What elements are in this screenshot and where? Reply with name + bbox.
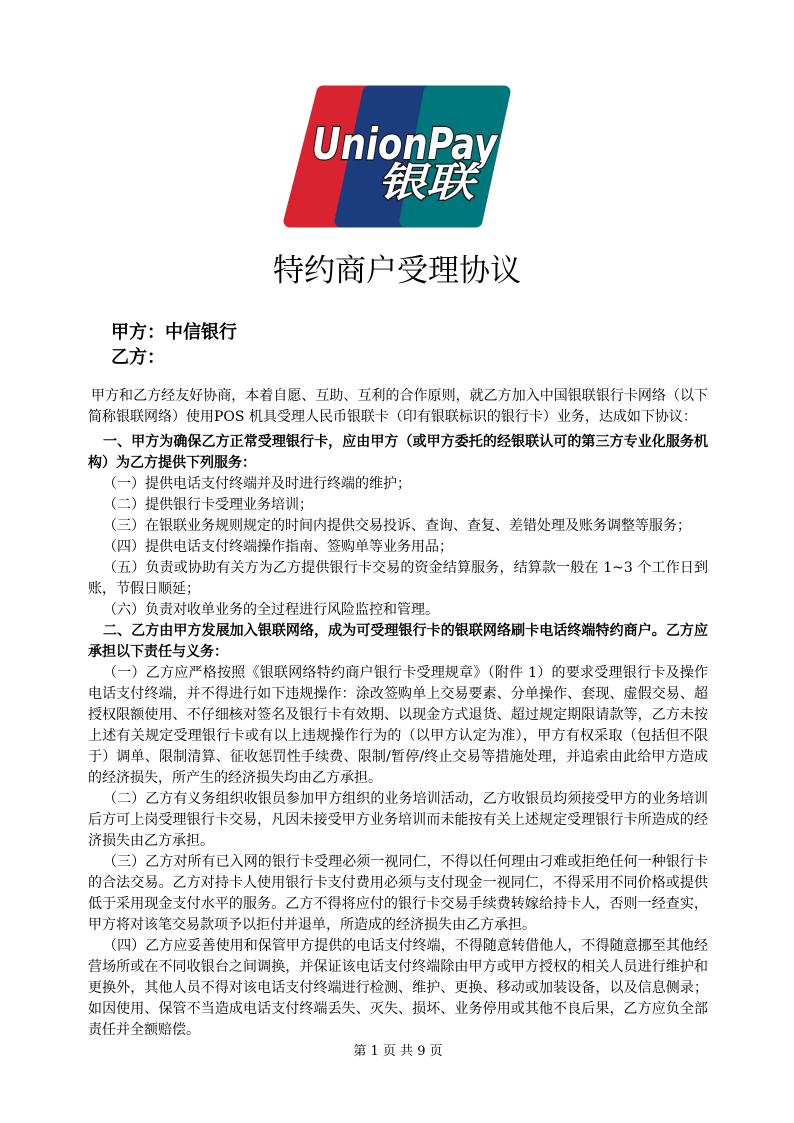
section-heading: 二、乙方由甲方发展加入银联网络，成为可受理银行卡的银联网络刷卡电话终端特约商户。乙方应承担以下责任与义务： (88, 623, 708, 660)
clause-item: （三）在银联业务规则规定的时间内提供交易投诉、查询、查复、差错处理及账务调整等服务； (103, 518, 691, 534)
page-footer: 第 1 页 共 9 页 (353, 1044, 443, 1059)
document-title: 特约商户受理协议 (273, 253, 521, 289)
party-b-line (111, 345, 237, 370)
agreement-body (88, 386, 708, 1061)
clause-item: （三）乙方对所有已入网的银行卡受理必须一视同仁，不得以任何理由刁难或拒绝任何一种银行卡的合法交易。乙方对持卡人使用银行卡支付费用必须与支付现金一视同仁，不得采用不同价格或提供低于采用现金支付水平的服务。乙方不得将应付的银行卡交易手续费转嫁给持卡人，否则一经查实，甲方将对该笔交易款项予以拒付并退单，所造成的经济损失由乙方承担。 (88, 854, 708, 933)
clause-item: （四）乙方应妥善使用和保管甲方提供的电话支付终端，不得随意转借他人，不得随意挪至其他经营场所或在不同收银台之间调换，并保证该电话支付终端除由甲方或甲方授权的相关人员进行维护和更换外，其他人员不得对该电话支付终端进行检测、维护、更换、移动或加装设备，以及信息侧录；如因使用、保管不当造成电话支付终端丢失、灭失、损坏、业务停用或其他不良后果，乙方应负全部责任并全额赔偿。 (88, 938, 708, 1038)
clause-item: （一）提供电话支付终端并及时进行终端的维护； (103, 476, 411, 492)
clause-item: （四）提供电话支付终端操作指南、签购单等业务用品； (103, 539, 453, 555)
clause-item: （二）乙方有义务组织收银员参加甲方组织的业务培训活动，乙方收银员均须接受甲方的业务培训后方可上岗受理银行卡交易，凡因未接受甲方业务培训而未能按有关上述规定受理银行卡所造成的经济损失由乙方承担。 (88, 791, 708, 849)
section-heading: 一、甲方为确保乙方正常受理银行卡，应由甲方（或甲方委托的经银联认可的第三方专业化服务机构）为乙方提供下列服务： (88, 434, 708, 471)
section-1 (88, 432, 708, 621)
clause-item: （六）负责对收单业务的全过程进行风险监控和管理。 (103, 602, 439, 618)
parties-block (111, 320, 237, 370)
logo-wordmark: UnionPay (312, 119, 499, 170)
intro-paragraph: 甲方和乙方经友好协商，本着自愿、互助、互利的合作原则，就乙方加入中国银联银行卡网络（以下简称银联网络）使用POS 机具受理人民币银联卡（印有银联标识的银行卡）业务，达成如下协议： (88, 388, 708, 425)
clause-item: （五）负责或协助有关方为乙方提供银行卡交易的资金结算服务，结算款一般在 1~3 个工作日到账，节假日顺延； (88, 560, 708, 597)
clause-item: （二）提供银行卡受理业务培训； (103, 497, 313, 513)
party-b-label: 乙方： (111, 347, 165, 368)
logo-chinese-wordmark: 银联 (378, 160, 480, 206)
clause-item: （一）乙方应严格按照《银联网络特约商户银行卡受理规章》（附件 1）的要求受理银行卡及操作电话支付终端，并不得进行如下违规操作：涂改签购单上交易要素、分单操作、套现、虚假交易、超授权限额使用、不仔细核对签名及银行卡有效期、以现金方式退货、超过规定期限请款等，乙方未按上述有关规定受理银行卡或有以上违规操作行为的（以甲方认定为准），甲方有权采取（包括但不限于）调单、限制清算、征收惩罚性手续费、限制/暂停/终止交易等措施处理，并追索由此给甲方造成的经济损失，所产生的经济损失均由乙方承担。 (88, 665, 708, 786)
party-a-name: 中信银行 (165, 322, 237, 343)
party-a-line (111, 320, 237, 345)
unionpay-logo (283, 85, 511, 228)
party-a-label: 甲方： (111, 322, 165, 343)
section-2 (88, 621, 708, 1041)
